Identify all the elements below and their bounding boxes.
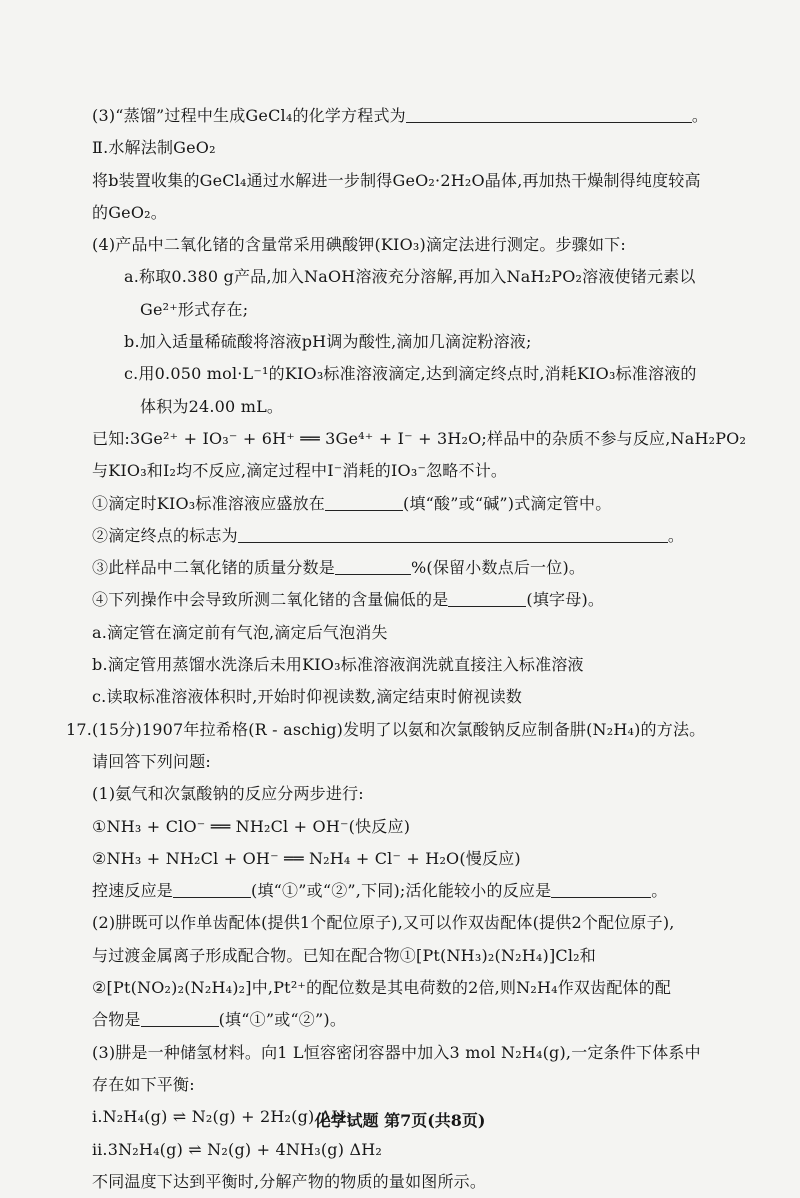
q17-part3: (3)肼是一种储氢材料。向1 L恒容密闭容器中加入3 mol N₂H₄(g),一定条件下体系中 xyxy=(92,1042,701,1062)
option-b: b.滴定管用蒸馏水洗涤后未用KIO₃标准溶液润洗就直接注入标准溶液 xyxy=(92,655,584,675)
q17-part3-cont: 存在如下平衡: xyxy=(92,1074,195,1094)
q16-part3-text: (3)“蒸馏”过程中生成GeCl₄的化学方程式为 xyxy=(92,106,406,125)
q17-part2-cont: 与过渡金属离子形成配合物。已知在配合物①[Pt(NH₃)₂(N₂H₄)]Cl₂和 xyxy=(92,945,596,965)
equilibrium-2: ⅱ.3N₂H₄(g) ⇌ N₂(g) + 4NH₃(g) ΔH₂ xyxy=(92,1139,382,1159)
q17-part3-figure-note: 不同温度下达到平衡时,分解产物的物质的量如图所示。 xyxy=(92,1171,487,1191)
known-condition: 已知:3Ge²⁺ + IO₃⁻ + 6H⁺ ══ 3Ge⁴⁺ + I⁻ + 3H₂O;样品中的杂质不参与反应,NaH₂PO₂ xyxy=(92,428,747,448)
q17-part2-cont: ②[Pt(NO₂)₂(N₂H₄)₂]中,Pt²⁺的配位数是其电荷数的2倍,则N₂H₄作双齿配体的配 xyxy=(92,978,672,998)
rate-question: 控速反应是 (填“①”或“②”,下同);活化能较小的反应是 。 xyxy=(92,881,668,901)
section-title: Ⅱ.水解法制GeO₂ xyxy=(92,138,216,158)
page-footer: 化学试题 第7页(共8页) xyxy=(314,1111,486,1130)
known-condition-cont: 与KIO₃和I₂均不反应,滴定过程中I⁻消耗的IO₃⁻忽略不计。 xyxy=(92,461,508,481)
equilibrium-1: ⅰ.N₂H₄(g) ⇌ N₂(g) + 2H₂(g) ΔH₁ xyxy=(92,1107,353,1127)
reaction-1: ①NH₃ + ClO⁻ ══ NH₂Cl + OH⁻(快反应) xyxy=(92,816,411,836)
answer-blank[interactable] xyxy=(238,526,668,543)
option-c: c.读取标准溶液体积时,开始时仰视读数,滴定结束时俯视读数 xyxy=(92,687,523,707)
step-a-cont: Ge²⁺形式存在; xyxy=(140,299,249,319)
sub-question-2: ②滴定终点的标志为 。 xyxy=(92,525,685,545)
q17-heading: 17.(15分)1907年拉希格(R - aschig)发明了以氨和次氯酸钠反应制备肼(N₂H₄)的方法。 xyxy=(66,719,706,739)
answer-blank[interactable] xyxy=(406,106,692,123)
q17-part2: (2)肼既可以作单齿配体(提供1个配位原子),又可以作双齿配体(提供2个配位原子), xyxy=(92,913,675,933)
answer-blank[interactable] xyxy=(335,558,411,575)
answer-blank[interactable] xyxy=(448,590,526,607)
q16-part3: (3)“蒸馏”过程中生成GeCl₄的化学方程式为 。 xyxy=(92,106,709,125)
q17-part2-answer: 合物是 (填“①”或“②”)。 xyxy=(92,1010,347,1030)
step-a: a.称取0.380 g产品,加入NaOH溶液充分溶解,再加入NaH₂PO₂溶液使锗元素以 xyxy=(124,267,696,287)
step-c: c.用0.050 mol·L⁻¹的KIO₃标准溶液滴定,达到滴定终点时,消耗KIO₃标准溶液的 xyxy=(124,364,697,384)
q16-part4-intro: (4)产品中二氧化锗的含量常采用碘酸钾(KIO₃)滴定法进行测定。步骤如下: xyxy=(92,235,626,255)
sub-question-1: ①滴定时KIO₃标准溶液应盛放在 (填“酸”或“碱”)式滴定管中。 xyxy=(92,493,612,513)
q17-part1: (1)氨气和次氯酸钠的反应分两步进行: xyxy=(92,784,364,804)
option-a: a.滴定管在滴定前有气泡,滴定后气泡消失 xyxy=(92,622,388,642)
sub-question-3: ③此样品中二氧化锗的质量分数是 %(保留小数点后一位)。 xyxy=(92,558,586,578)
sub-question-4: ④下列操作中会导致所测二氧化锗的含量偏低的是 (填字母)。 xyxy=(92,590,605,610)
step-b: b.加入适量稀硫酸将溶液pH调为酸性,滴加几滴淀粉溶液; xyxy=(124,332,532,352)
answer-blank[interactable] xyxy=(173,881,251,898)
reaction-2: ②NH₃ + NH₂Cl + OH⁻ ══ N₂H₄ + Cl⁻ + H₂O(慢反应) xyxy=(92,848,521,868)
answer-blank[interactable] xyxy=(551,881,651,898)
step-c-cont: 体积为24.00 mL。 xyxy=(140,396,284,416)
paragraph-line: 的GeO₂。 xyxy=(92,202,167,222)
q17-prompt: 请回答下列问题: xyxy=(92,751,211,771)
paragraph-line: 将b装置收集的GeCl₄通过水解进一步制得GeO₂·2H₂O晶体,再加热干燥制得纯度较高 xyxy=(92,170,701,190)
answer-blank[interactable] xyxy=(141,1010,219,1027)
answer-blank[interactable] xyxy=(325,494,403,511)
